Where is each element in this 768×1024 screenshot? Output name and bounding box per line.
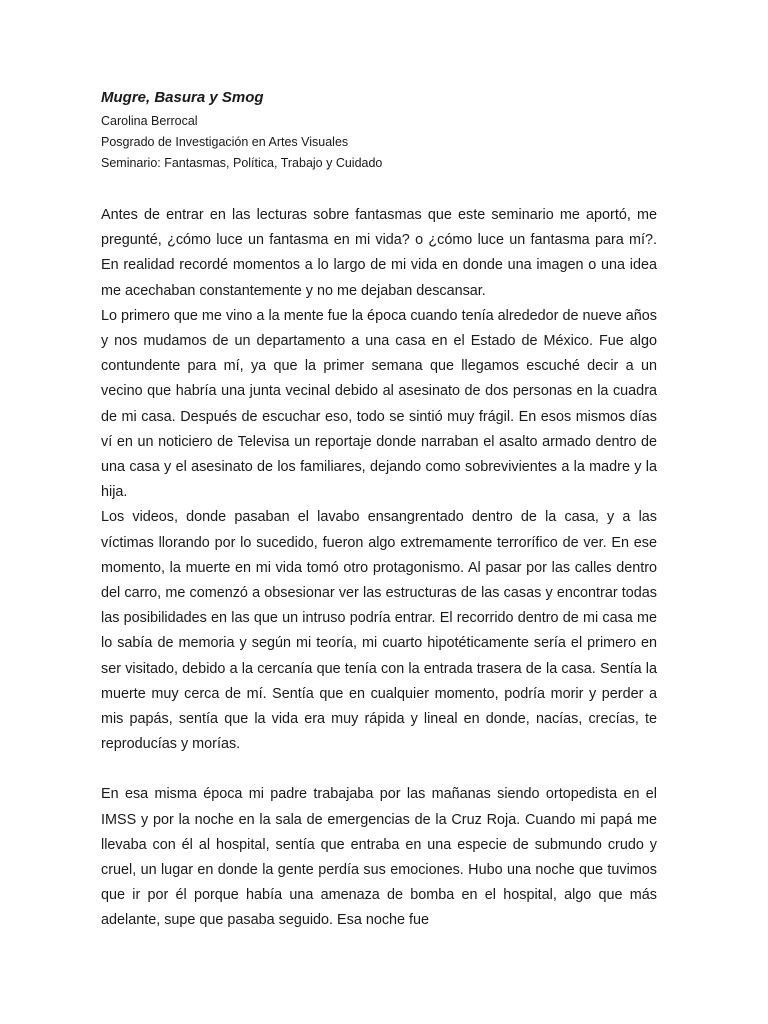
author-name: Carolina Berrocal: [101, 114, 198, 128]
program-name: Posgrado de Investigación en Artes Visuales: [101, 135, 349, 149]
document-title: Mugre, Basura y Smog: [101, 89, 264, 106]
paragraph-4: En esa misma época mi padre trabajaba por las mañanas siendo ortopedista en el IMSS y por la noche en la sala de emergencias de la Cruz Roja. Cuando mi papá me llevaba con él al hospital, sentía que entraba en una especie de submundo crudo y cruel, un lugar en donde la gente perdía sus emociones. Hubo una noche que tuvimos que ir por él porque había una amenaza de bomba en el hospital, algo que más adelante, supe que pasaba seguido. Esa noche fue: [101, 786, 657, 929]
paragraph-3: Los videos, donde pasaban el lavabo ensangrentado dentro de la casa, y a las víctimas llorando por lo sucedido, fueron algo extremamente terrorífico de ver. En ese momento, la muerte en mi vida tomó otro protagonismo. Al pasar por las calles dentro del carro, me comenzó a obsesionar ver las estructuras de las casas y encontrar todas las posibilidades en las que un intruso podría entrar. El recorrido dentro de mi casa me lo sabía de memoria y según mi teoría, mi cuarto hipotéticamente sería el primero en ser visitado, debido a la cercanía que tenía con la entrada trasera de la casa. Sentía la muerte muy cerca de mí. Sentía que en cualquier momento, podría morir y perder a mis papás, sentía que la vida era muy rápida y lineal en donde, nacías, crecías, te reproducías y morías.: [101, 509, 657, 753]
paragraph-1: Antes de entrar en las lecturas sobre fantasmas que este seminario me aportó, me pregunté, ¿cómo luce un fantasma en mi vida? o ¿cómo luce un fantasma para mí?. En realidad recordé momentos a lo largo de mi vida en donde una imagen o una idea me acechaban constantemente y no me dejaban descansar.: [101, 207, 657, 299]
seminar-name: Seminario: Fantasmas, Política, Trabajo y Cuidado: [101, 156, 383, 170]
document-body: [101, 203, 657, 934]
document-page: [101, 88, 657, 934]
paragraph-2: Lo primero que me vino a la mente fue la época cuando tenía alrededor de nueve años y nos mudamos de un departamento a una casa en el Estado de México. Fue algo contundente para mí, ya que la primer semana que llegamos escuché decir a un vecino que habría una junta vecinal debido al asesinato de dos personas en la cuadra de mi casa. Después de escuchar eso, todo se sintió muy frágil. En esos mismos días ví en un noticiero de Televisa un reportaje donde narraban el asalto armado dentro de una casa y el asesinato de los familiares, dejando como sobrevivientes a la madre y la hija.: [101, 307, 657, 501]
